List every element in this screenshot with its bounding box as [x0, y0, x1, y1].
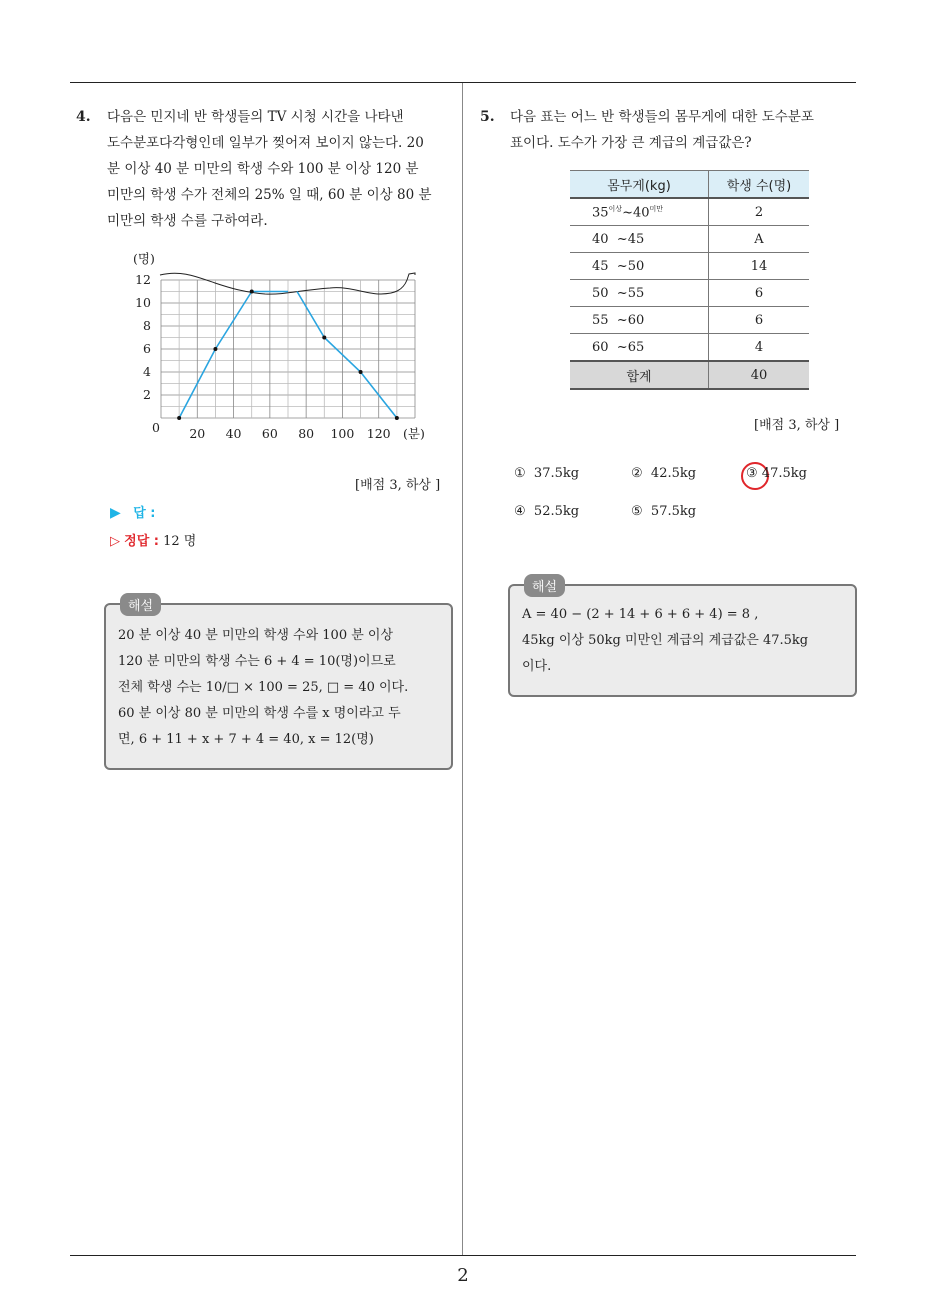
q4-explanation-box — [104, 599, 453, 770]
q4-line: 도수분포다각형인데 일부가 찢어져 보이지 않는다. 20 — [107, 135, 424, 151]
q4-line: 미만의 학생 수가 전체의 25% 일 때, 60 분 이상 80 분 — [107, 187, 432, 203]
explanation-tag: 해설 — [524, 574, 565, 597]
table-total-row — [570, 361, 809, 389]
q4-number: 4. — [76, 109, 91, 125]
table-cell-range: 55 ~60 — [570, 307, 709, 334]
frequency-table — [570, 170, 809, 390]
q5-meta: [배점 3, 하상 ] — [754, 418, 840, 433]
table-header: 몸무게(kg) — [570, 171, 709, 199]
table-cell-range: 40 ~45 — [570, 226, 709, 253]
data-point — [359, 370, 363, 374]
data-point — [250, 290, 254, 294]
q5-number: 5. — [480, 109, 495, 125]
origin-label: 0 — [152, 420, 160, 435]
column-divider — [462, 83, 463, 1255]
q5-explanation-box — [508, 580, 857, 697]
explain-line: A = 40 − (2 + 14 + 6 + 6 + 4) = 8 , — [522, 607, 759, 622]
data-point — [213, 347, 217, 351]
table-cell-count: 6 — [709, 280, 810, 307]
answer-line — [110, 502, 155, 521]
explain-line: 120 분 미만의 학생 수는 6 + 4 = 10(명)이므로 — [118, 654, 396, 669]
x-tick-label: 100 — [330, 426, 355, 441]
explain-line: 이다. — [522, 659, 552, 674]
correct-value: 12 명 — [163, 534, 197, 549]
x-tick-label: 80 — [298, 426, 315, 441]
table-row — [570, 280, 809, 307]
y-tick-labels — [135, 272, 151, 402]
explanation-tag: 해설 — [120, 593, 161, 616]
table-cell-range: 60 ~65 — [570, 334, 709, 362]
q5-text — [510, 104, 858, 156]
explain-line: 45kg 이상 50kg 미만인 계급의 계급값은 47.5kg — [522, 633, 809, 648]
table-cell-count: 2 — [709, 198, 810, 226]
series-line-right — [297, 292, 397, 419]
q4-meta: [배점 3, 하상 ] — [355, 478, 441, 493]
triangle-outline-icon: ▷ — [110, 534, 120, 549]
choice-2[interactable]: ② 42.5kg — [631, 466, 697, 481]
table-row — [570, 198, 809, 226]
q4-text — [107, 104, 455, 234]
choice-1[interactable]: ① 37.5kg — [514, 466, 580, 481]
x-tick-label: 60 — [261, 426, 278, 441]
q4-line: 다음은 민지네 반 학생들의 TV 시청 시간을 나타낸 — [107, 109, 404, 125]
data-point — [322, 336, 326, 340]
table-cell-count: 14 — [709, 253, 810, 280]
table-row — [570, 226, 809, 253]
table-cell-range: 45 ~50 — [570, 253, 709, 280]
correct-label: 정답 : — [124, 534, 159, 549]
explain-line: 60 분 이상 80 분 미만의 학생 수를 x 명이라고 두 — [118, 706, 401, 721]
frequency-polygon-chart — [125, 248, 435, 448]
y-axis-label: (명) — [133, 251, 155, 266]
explain-line: 전체 학생 수는 10/□ × 100 = 25, □ = 40 이다. — [118, 680, 409, 695]
table-row — [570, 253, 809, 280]
page-number: 2 — [457, 1265, 469, 1286]
x-tick-label: 20 — [189, 426, 206, 441]
data-point — [395, 416, 399, 420]
q4-line: 미만의 학생 수를 구하여라. — [107, 213, 268, 229]
x-tick-labels — [189, 426, 390, 441]
table-cell-range: 50 ~55 — [570, 280, 709, 307]
table-header-row — [570, 171, 809, 199]
x-tick-label: 40 — [225, 426, 242, 441]
play-icon: ▶ — [110, 505, 121, 521]
y-tick-label: 12 — [135, 272, 151, 287]
q4-line: 분 이상 40 분 미만의 학생 수와 100 분 이상 120 분 — [107, 161, 419, 177]
x-tick-label: 120 — [366, 426, 391, 441]
x-axis-label: (분) — [403, 426, 425, 441]
correct-answer-line — [110, 530, 196, 549]
table-total-value: 40 — [709, 361, 810, 389]
table-cell-count: A — [709, 226, 810, 253]
table-row — [570, 334, 809, 362]
data-point — [177, 416, 181, 420]
table-header: 학생 수(명) — [709, 171, 810, 199]
bottom-rule — [70, 1255, 856, 1256]
q5-line: 표이다. 도수가 가장 큰 계급의 계급값은? — [510, 135, 752, 151]
y-tick-label: 2 — [143, 387, 151, 402]
choice-3[interactable]: ③ 47.5kg — [746, 466, 807, 481]
y-tick-label: 10 — [135, 295, 151, 310]
y-tick-label: 8 — [143, 318, 151, 333]
table-cell-count: 4 — [709, 334, 810, 362]
table-cell-range: $35^{이상}\sim 40^{미만}$ — [570, 198, 709, 226]
choice-4[interactable]: ④ 52.5kg — [514, 504, 580, 519]
choice-5[interactable]: ⑤ 57.5kg — [631, 504, 697, 519]
explain-line: 20 분 이상 40 분 미만의 학생 수와 100 분 이상 — [118, 628, 394, 643]
y-tick-label: 4 — [143, 364, 151, 379]
explain-line: 면, 6 + 11 + x + 7 + 4 = 40, x = 12(명) — [118, 732, 374, 747]
q5-line: 다음 표는 어느 반 학생들의 몸무게에 대한 도수분포 — [510, 109, 814, 125]
table-total-label: 합계 — [570, 361, 709, 389]
y-tick-label: 6 — [143, 341, 151, 356]
table-cell-count: 6 — [709, 307, 810, 334]
top-rule — [70, 82, 856, 83]
answer-label: 답 : — [133, 506, 156, 521]
table-row — [570, 307, 809, 334]
chart-grid — [161, 280, 415, 418]
